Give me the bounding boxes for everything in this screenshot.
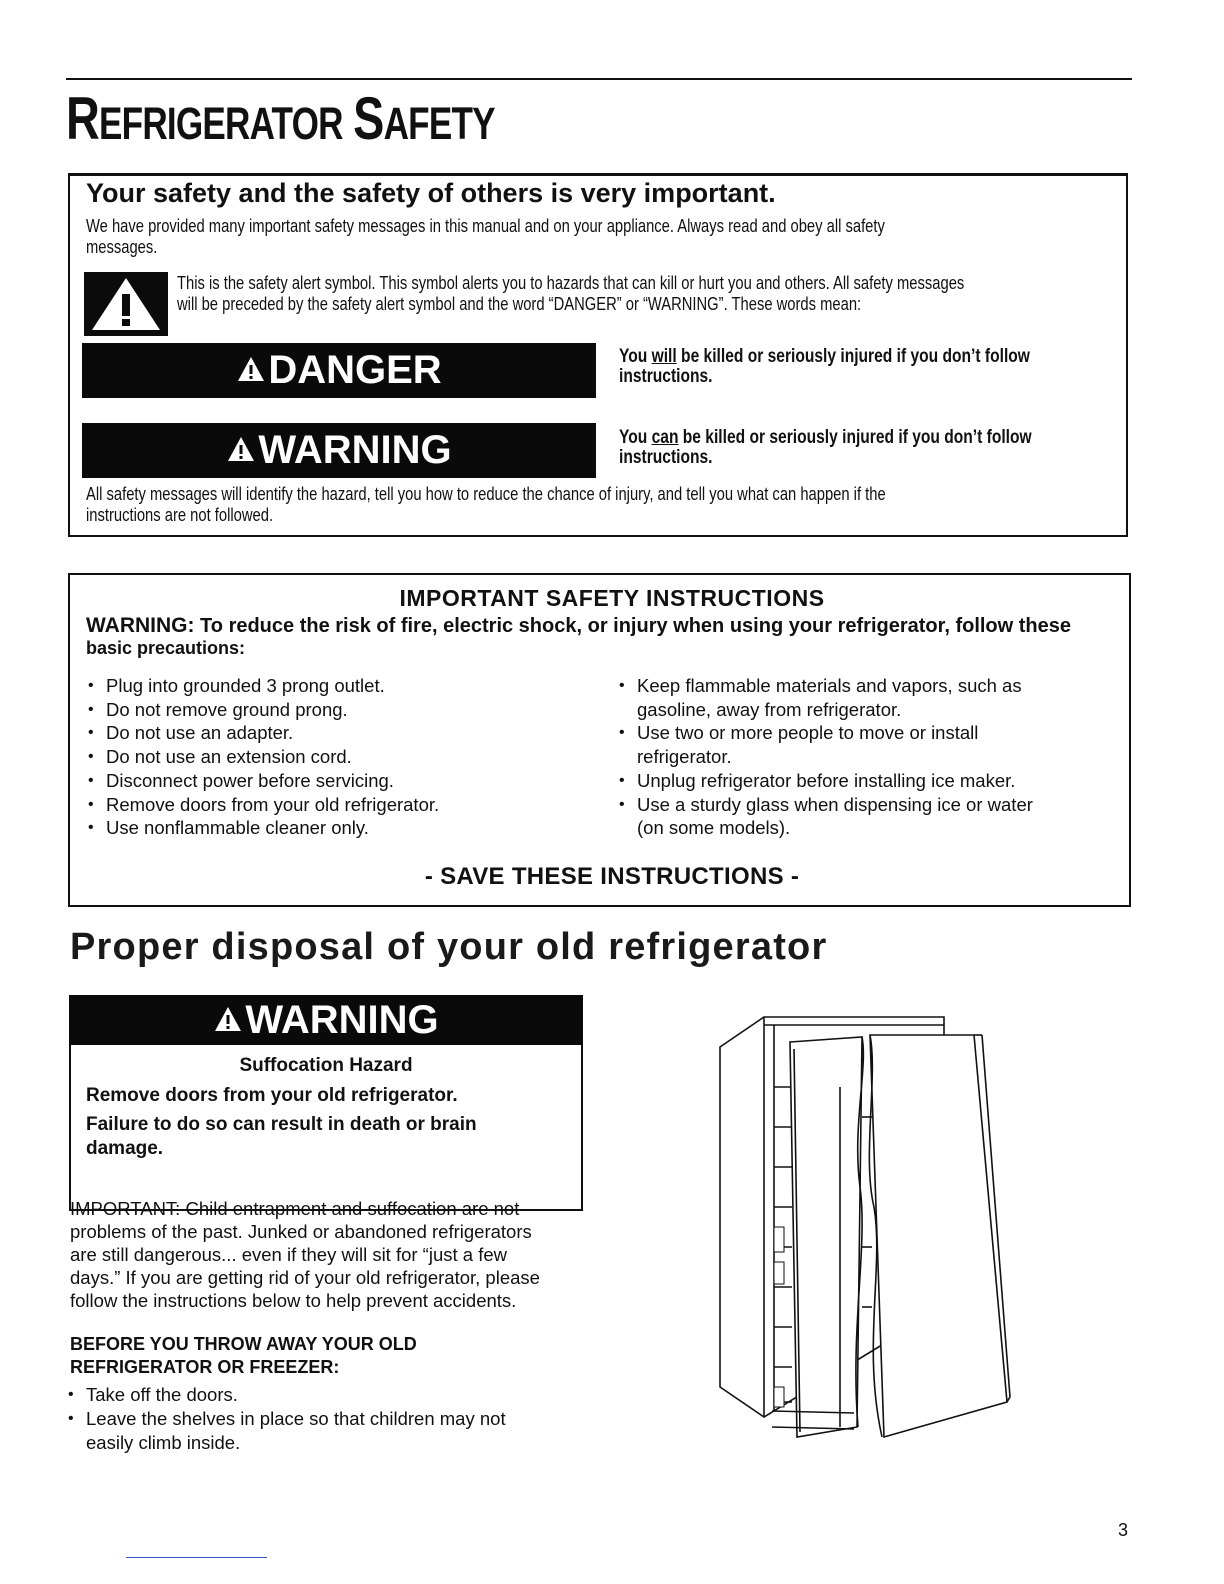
disposal-warning-label: WARNING <box>245 997 439 1042</box>
save-instructions: - SAVE THESE INSTRUCTIONS - <box>424 863 800 890</box>
footer-link-rule <box>126 1557 267 1558</box>
list-item: • Leave the shelves in place so that children may not <box>66 1407 586 1431</box>
important-line1: IMPORTANT: Child entrapment and suffocation are not <box>70 1198 520 1219</box>
list-item-continued: gasoline, away from refrigerator. <box>637 698 902 720</box>
alert-text-line1: This is the safety alert symbol. This symbol alerts you to hazards that can kill or hurt you and others. All safety messages <box>177 273 965 293</box>
warning-triangle-icon <box>213 998 243 1043</box>
page-title: REFRIGERATOR SAFETY <box>66 85 495 152</box>
list-item-continued: easily climb inside. <box>86 1432 241 1453</box>
hazard-title: Suffocation Hazard <box>239 1055 413 1076</box>
list-item: • Unplug refrigerator before installing ice maker. <box>617 769 1087 793</box>
warning-banner <box>82 423 596 478</box>
isi-warning-line2: basic precautions: <box>86 638 246 658</box>
list-item: • Use nonflammable cleaner only. <box>86 816 586 840</box>
disposal-warning-banner <box>69 995 583 1045</box>
warning-definition-line2: instructions. <box>619 447 713 468</box>
danger-label: DANGER <box>268 348 442 392</box>
safety-alert-triangle-icon <box>84 272 168 336</box>
list-item: • Use two or more people to move or install <box>617 721 1087 745</box>
refrigerator-doors-removed-illustration <box>712 1007 1022 1457</box>
important-line3: are still dangerous... even if they will sit for “just a few <box>70 1244 507 1265</box>
precautions-list-left <box>86 674 586 840</box>
footnote-line2: instructions are not followed. <box>86 505 274 525</box>
list-item: • Plug into grounded 3 prong outlet. <box>86 674 586 698</box>
warning-triangle-icon <box>226 428 256 473</box>
footnote-line1: All safety messages will identify the hazard, tell you how to reduce the chance of injury, and tell you what can happen if the <box>86 484 886 504</box>
page-number: 3 <box>1118 1520 1129 1540</box>
list-item: • Remove doors from your old refrigerator. <box>86 793 586 817</box>
list-item-continued: (on some models). <box>637 817 791 839</box>
disposal-heading: Proper disposal of your old refrigerator <box>70 926 828 968</box>
list-item: • Take off the doors. <box>66 1383 586 1407</box>
list-item: • Do not use an adapter. <box>86 721 586 745</box>
important-safety-title: IMPORTANT SAFETY INSTRUCTIONS <box>399 585 825 611</box>
disposal-steps-list <box>66 1383 586 1455</box>
safety-intro-heading: Your safety and the safety of others is very important. <box>86 178 776 208</box>
list-item: • Do not use an extension cord. <box>86 745 586 769</box>
hazard-line3: damage. <box>86 1138 164 1159</box>
list-item: • Keep flammable materials and vapors, such as <box>617 674 1087 698</box>
list-item: • Do not remove ground prong. <box>86 698 586 722</box>
warning-definition-line1: You can be killed or seriously injured if you don’t follow <box>619 427 1032 448</box>
warning-label: WARNING <box>258 428 452 472</box>
important-line5: follow the instructions below to help prevent accidents. <box>70 1290 517 1311</box>
before-heading-line1: BEFORE YOU THROW AWAY YOUR OLD <box>70 1334 417 1354</box>
hazard-line2: Failure to do so can result in death or brain <box>86 1114 477 1135</box>
danger-banner <box>82 343 596 398</box>
danger-definition-line2: instructions. <box>619 366 713 387</box>
precautions-list-right <box>617 674 1087 840</box>
danger-definition-line1: You will be killed or seriously injured if you don’t follow <box>619 346 1030 367</box>
alert-text-line2: will be preceded by the safety alert symbol and the word “DANGER” or “WARNING”. These words mean: <box>177 294 862 314</box>
list-item: • Use a sturdy glass when dispensing ice or water <box>617 793 1087 817</box>
hazard-line1: Remove doors from your old refrigerator. <box>86 1085 458 1106</box>
list-item-continued: refrigerator. <box>637 746 732 768</box>
intro-text-line2: messages. <box>86 237 158 257</box>
isi-warning-line1: WARNING: To reduce the risk of fire, electric shock, or injury when using your refrigerator, follow these <box>86 614 1072 637</box>
important-line4: days.” If you are getting rid of your old refrigerator, please <box>70 1267 540 1288</box>
important-line2: problems of the past. Junked or abandoned refrigerators <box>70 1221 532 1242</box>
list-item: • Disconnect power before servicing. <box>86 769 586 793</box>
warning-triangle-icon <box>236 348 266 393</box>
intro-text-line1: We have provided many important safety messages in this manual and on your appliance. Always read and obey all safety <box>86 216 885 236</box>
before-heading-line2: REFRIGERATOR OR FREEZER: <box>70 1357 340 1377</box>
top-rule <box>66 78 1132 80</box>
